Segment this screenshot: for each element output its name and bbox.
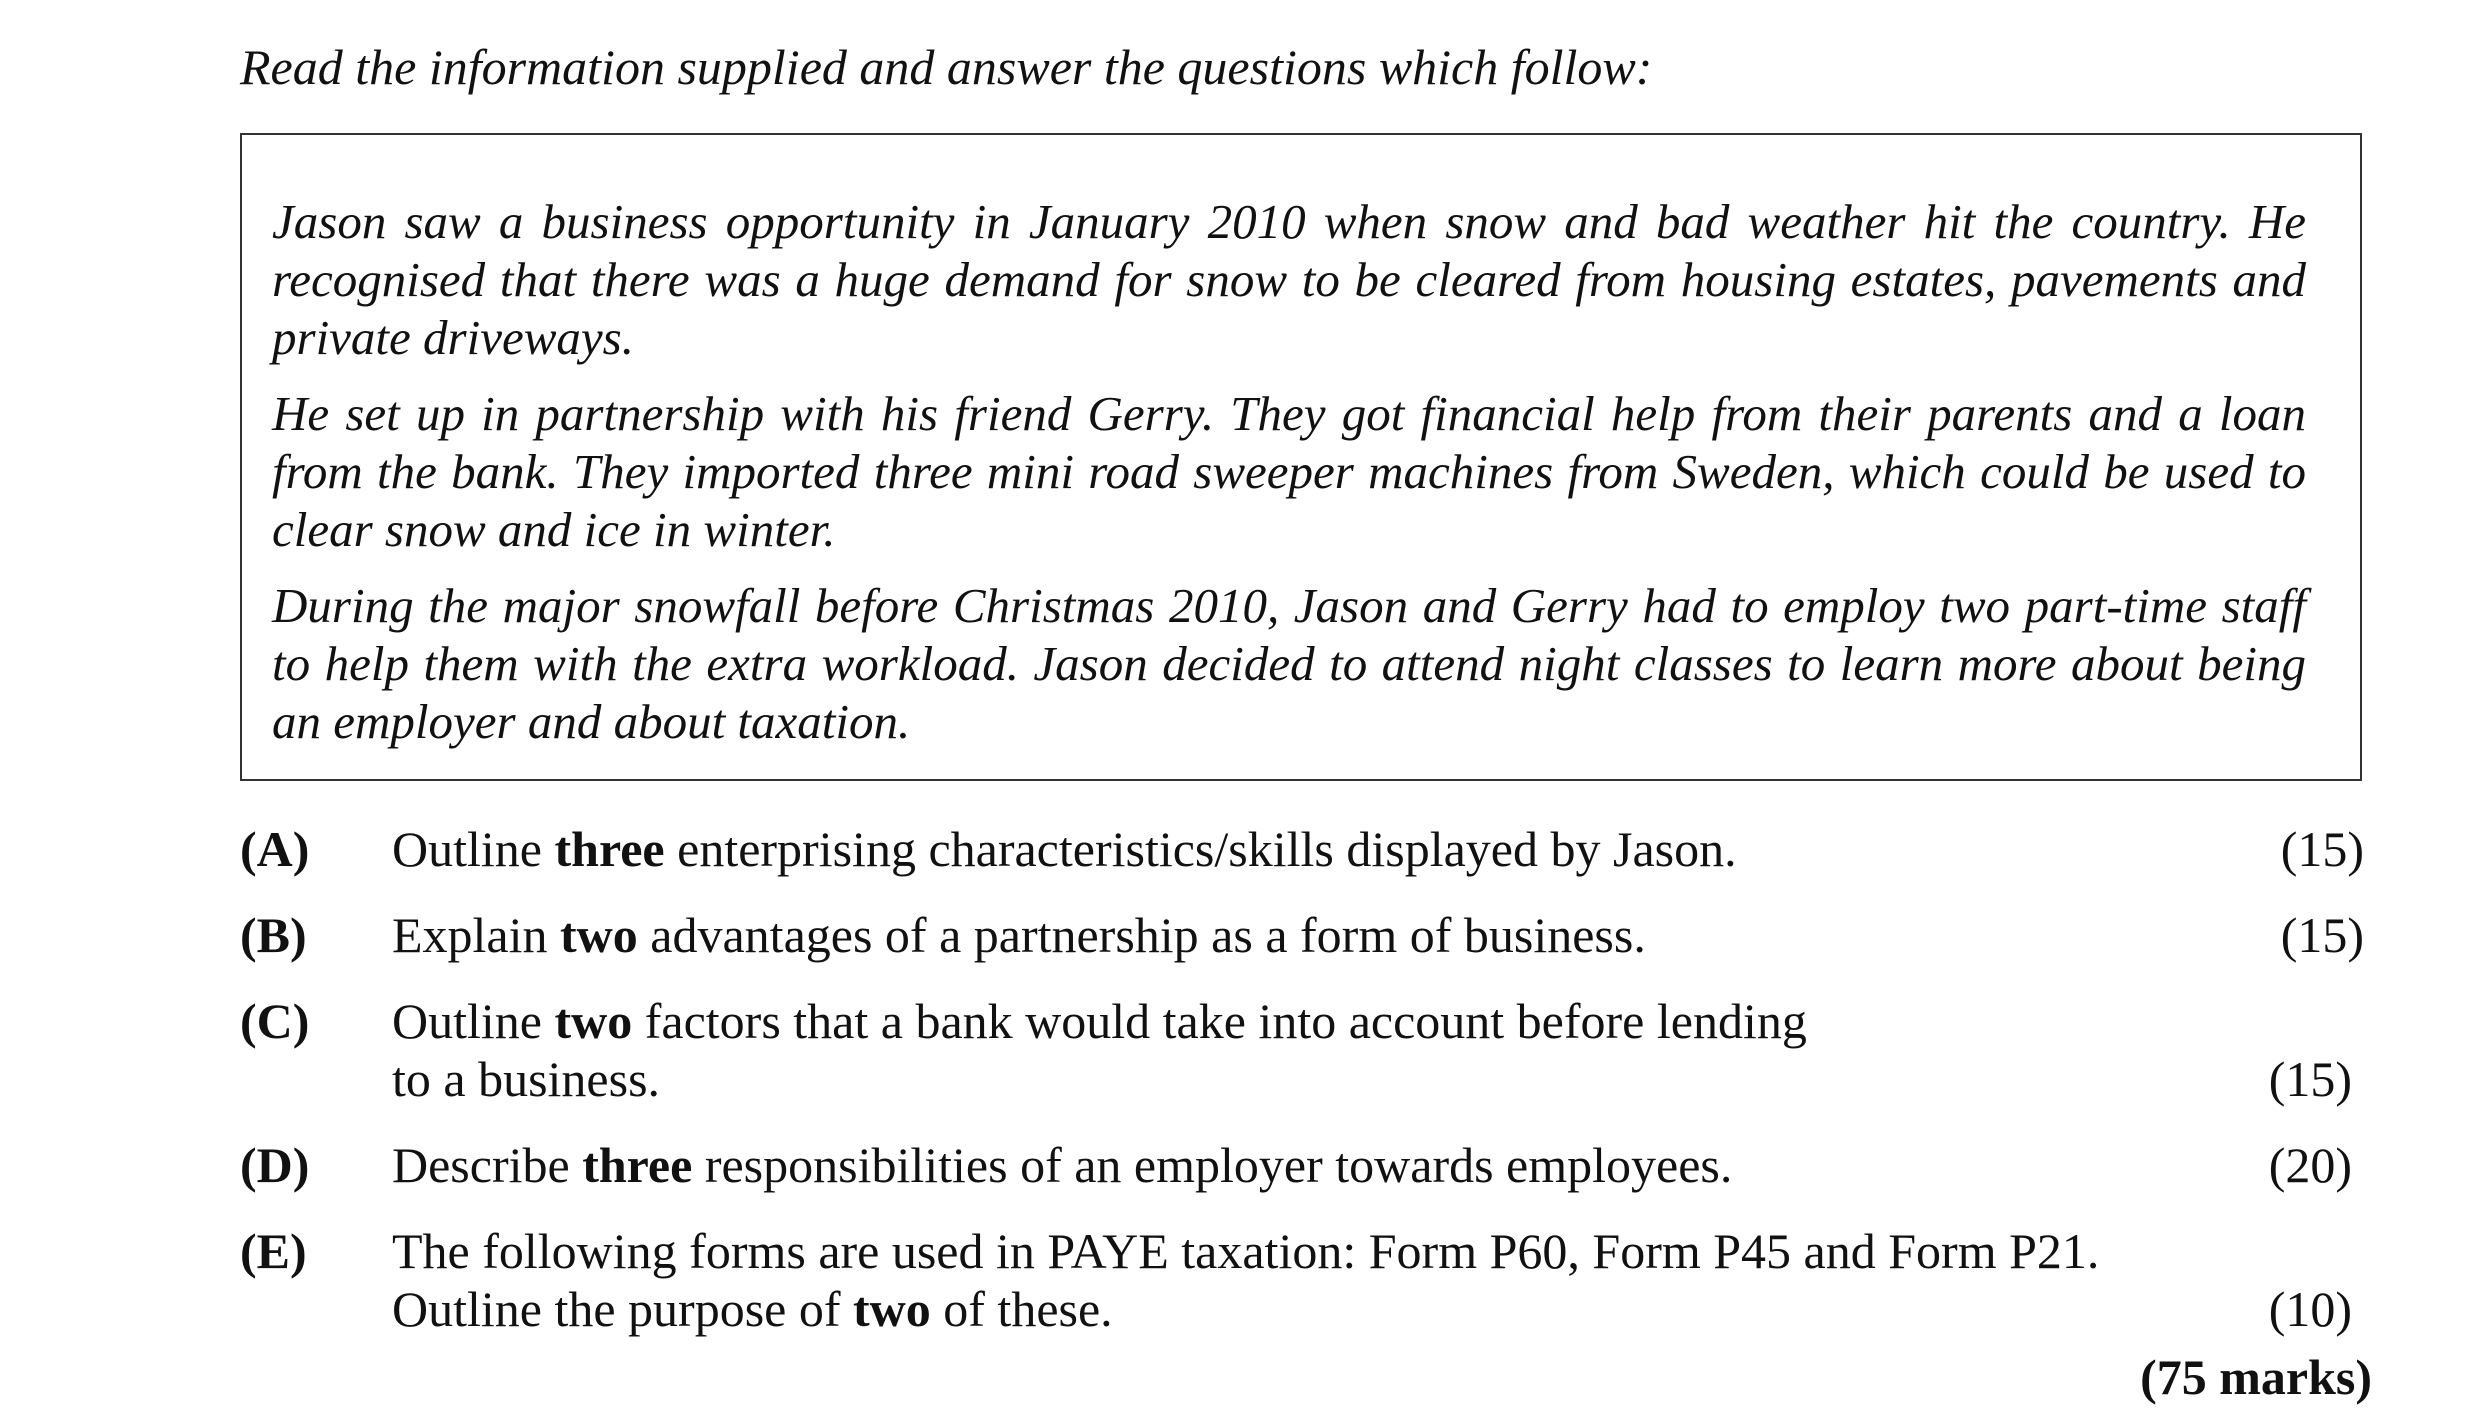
question-emphasis: three <box>554 821 665 877</box>
question-text-line2: to a business. <box>392 1051 661 1107</box>
question-text <box>392 906 2364 964</box>
question-letter: (D) <box>240 1137 310 1193</box>
question-text <box>392 1136 2364 1194</box>
question-text-part: Outline <box>392 993 555 1049</box>
case-paragraph-1: Jason saw a business opportunity in January 2010 when snow and bad weather hit the country. He recognised that there was a huge demand for snow to be cleared from housing estates, pavements and private driveways. <box>272 194 2306 365</box>
question-c <box>240 992 2364 1108</box>
question-a <box>240 820 2364 878</box>
question-emphasis: two <box>560 907 638 963</box>
question-b <box>240 906 2364 964</box>
question-text-part: advantages of a partnership as a form of business. <box>637 907 1646 963</box>
question-marks: (10) <box>2268 1281 2352 1337</box>
question-letter: (C) <box>240 993 310 1049</box>
question-text <box>392 1280 2364 1338</box>
question-text-part: responsibilities of an employer towards employees. <box>692 1137 1733 1193</box>
question-text-part: Describe <box>392 1137 583 1193</box>
question-marks: (15) <box>2280 907 2364 963</box>
question-letter: (A) <box>240 821 310 877</box>
question-text-part: Outline the purpose of <box>392 1281 854 1337</box>
question-text-part: Explain <box>392 907 561 963</box>
question-text-line1: The following forms are used in PAYE taxation: Form P60, Form P45 and Form P21. <box>392 1223 2100 1279</box>
question-list <box>240 820 2364 1338</box>
question-marks: (20) <box>2268 1137 2352 1193</box>
case-paragraph-3: During the major snowfall before Christmas 2010, Jason and Gerry had to employ two part-time staff to help them with the extra workload. Jason decided to attend night classes to learn more about being an employer and about taxation. <box>272 578 2306 749</box>
question-emphasis: two <box>554 993 633 1049</box>
question-text <box>392 992 2364 1050</box>
question-letter: (B) <box>240 907 307 963</box>
case-study-box <box>240 133 2362 781</box>
case-paragraph-2: He set up in partnership with his friend Gerry. They got financial help from their parents and a loan from the bank. They imported three mini road sweeper machines from Sweden, which could be used to clear snow and ice in winter. <box>272 386 2306 557</box>
question-e <box>240 1222 2364 1338</box>
question-text-part: of these. <box>930 1281 1113 1337</box>
question-marks: (15) <box>2280 821 2364 877</box>
question-text-part: enterprising characteristics/skills displayed by Jason. <box>664 821 1737 877</box>
question-emphasis: two <box>853 1281 931 1337</box>
question-marks: (15) <box>2268 1051 2352 1107</box>
question-text <box>392 820 2364 878</box>
question-d <box>240 1136 2364 1194</box>
question-text-part: factors that a bank would take into account before lending <box>632 993 1807 1049</box>
total-marks: (75 marks) <box>2140 1349 2372 1405</box>
instruction-text: Read the information supplied and answer the questions which follow: <box>240 39 1653 95</box>
question-emphasis: three <box>582 1137 693 1193</box>
question-text-part: Outline <box>392 821 555 877</box>
question-letter: (E) <box>240 1223 307 1279</box>
